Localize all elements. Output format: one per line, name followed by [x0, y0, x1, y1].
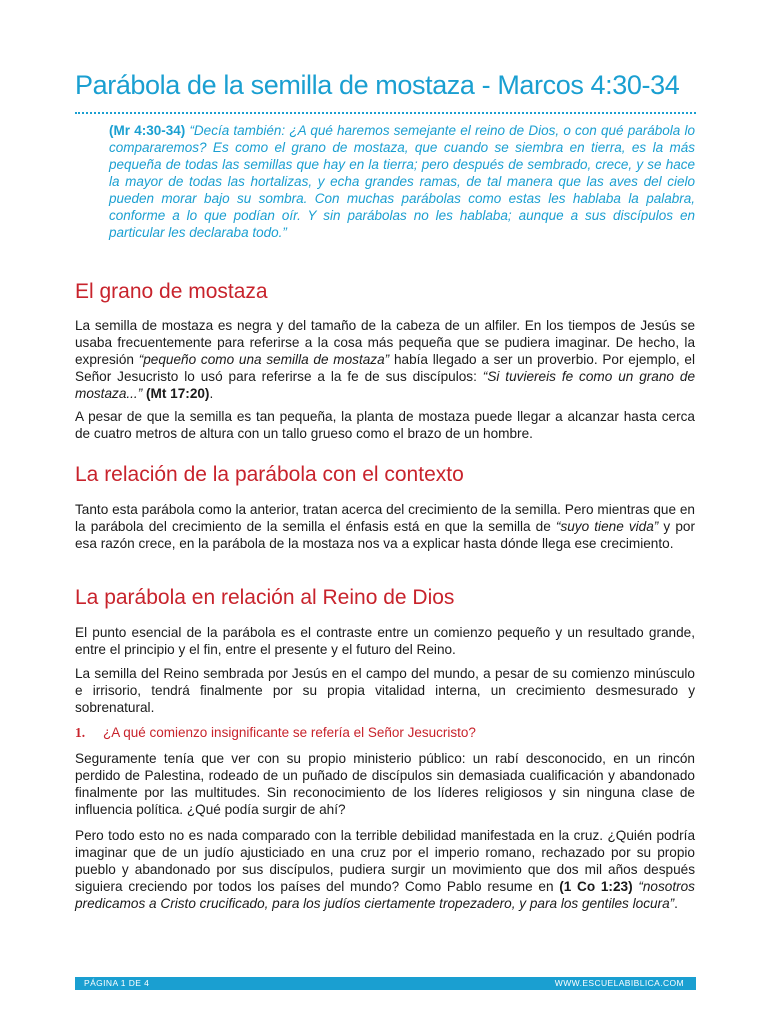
lead-scripture-quote — [109, 122, 695, 241]
reino-paragraph-3: Seguramente tenía que ver con su propio ministerio público: un rabí desconocido, en un rincón perdido de Palestina, rodeado de un puñado de discípulos sin demasiada cualificación y abandonado finalmente por las multitudes. Sin reconocimiento de los líderes religiosos y sin ninguna clase de influencia política. ¿Qué podía surgir de ahí? — [75, 751, 695, 817]
page-title: Parábola de la semilla de mostaza - Marcos 4:30-34 — [75, 70, 680, 100]
contexto-p1-quote: “suyo tiene vida” — [555, 519, 659, 534]
grano-p1-text-2: había llegado a ser un proverbio. Por ejemplo, el Señor Jesucristo lo usó para referirse a la fe de sus discípulos: — [75, 352, 695, 384]
footer-website-link[interactable]: WWW.ESCUELABIBLICA.COM — [554, 978, 684, 988]
footer-page-number: PÁGINA 1 DE 4 — [84, 978, 150, 988]
lead-reference: (Mr 4:30-34) — [109, 123, 186, 138]
grano-p1-quote-2: “Si tuviereis fe como un grano de mostaza...” — [75, 369, 696, 401]
grano-paragraph-2: A pesar de que la semilla es tan pequeña, la planta de mostaza puede llegar a alcanzar hasta cerca de cuatro metros de altura con un tallo grueso como el brazo de un hombre. — [75, 409, 695, 441]
title-dotted-rule — [75, 112, 696, 114]
reino-paragraph-4 — [75, 827, 695, 912]
section-heading-reino: La parábola en relación al Reino de Dios — [75, 586, 455, 609]
grano-p1-period: . — [209, 386, 214, 401]
grano-p1-text: La semilla de mostaza es negra y del tamaño de la cabeza de un alfiler. En los tiempos de Jesús se usaba frecuentemente para referirse a la cosa más pequeña que se pudiera imaginar. De hecho, la expresión — [75, 318, 695, 367]
contexto-p1-text: Tanto esta parábola como la anterior, tratan acerca del crecimiento de la semilla. Pero mientras que en la parábola del crecimiento de la semilla el énfasis está en que la semilla de — [75, 502, 695, 534]
reino-p4-text: Pero todo esto no es nada comparado con la terrible debilidad manifestada en la cruz. ¿Quién podría imaginar que de un judío ajusticiado en una cruz por el imperio romano, rechazado por su propio pueblo y abandonado por sus discípulos, pudiera surgir un movimiento que dos mil años después siguiera creciendo por todos los países del mundo? Como Pablo resume en — [75, 828, 695, 894]
reino-p4-quote: “nosotros predicamos a Cristo crucificado, para los judíos ciertamente tropezadero, y para los gentiles locura” — [75, 879, 695, 911]
reino-p4-reference: (1 Co 1:23) — [559, 879, 633, 894]
question-number: 1. — [75, 725, 86, 740]
lead-quote-text: “Decía también: ¿A qué haremos semejante el reino de Dios, o con qué parábola lo compararemos? Es como el grano de mostaza, que cuando se siembra en tierra, es la más pequeña de todas las semillas que hay en la tierra; pero después de sembrado, crece, y se hace la mayor de todas las hortalizas, y echa grandes ramas, de tal manera que las aves del cielo pueden morar bajo su sombra. Con muchas parábolas como estas les hablaba la palabra, conforme a lo que podían oír. Y sin parábolas no les hablaba; aunque a sus discípulos en particular les declaraba todo.” — [109, 123, 695, 240]
grano-p1-reference: (Mt 17:20) — [142, 386, 210, 401]
contexto-p1-text-2: y por esa razón crece, en la parábola de la mostaza nos va a explicar hasta dónde llega ese crecimiento. — [75, 519, 695, 551]
grano-p1-quote: “pequeño como una semilla de mostaza” — [138, 352, 390, 367]
grano-paragraph-1 — [75, 317, 695, 402]
question-text: ¿A qué comienzo insignificante se refería el Señor Jesucristo? — [103, 725, 476, 740]
footer-bar — [75, 977, 696, 990]
reino-paragraph-1: El punto esencial de la parábola es el contraste entre un comienzo pequeño y un resultado grande, entre el principio y el fin, entre el presente y el futuro del Reino. — [75, 625, 695, 657]
reino-p4-period: . — [674, 896, 678, 911]
section-heading-contexto: La relación de la parábola con el contexto — [75, 463, 464, 486]
reino-paragraph-2: La semilla del Reino sembrada por Jesús en el campo del mundo, a pesar de su comienzo minúsculo e irrisorio, tendrá finalmente por su propia vitalidad interna, un crecimiento desmesurado y sobrenatural. — [75, 666, 695, 715]
numbered-question — [75, 724, 695, 741]
section-heading-grano: El grano de mostaza — [75, 280, 268, 303]
contexto-paragraph-1 — [75, 501, 695, 552]
